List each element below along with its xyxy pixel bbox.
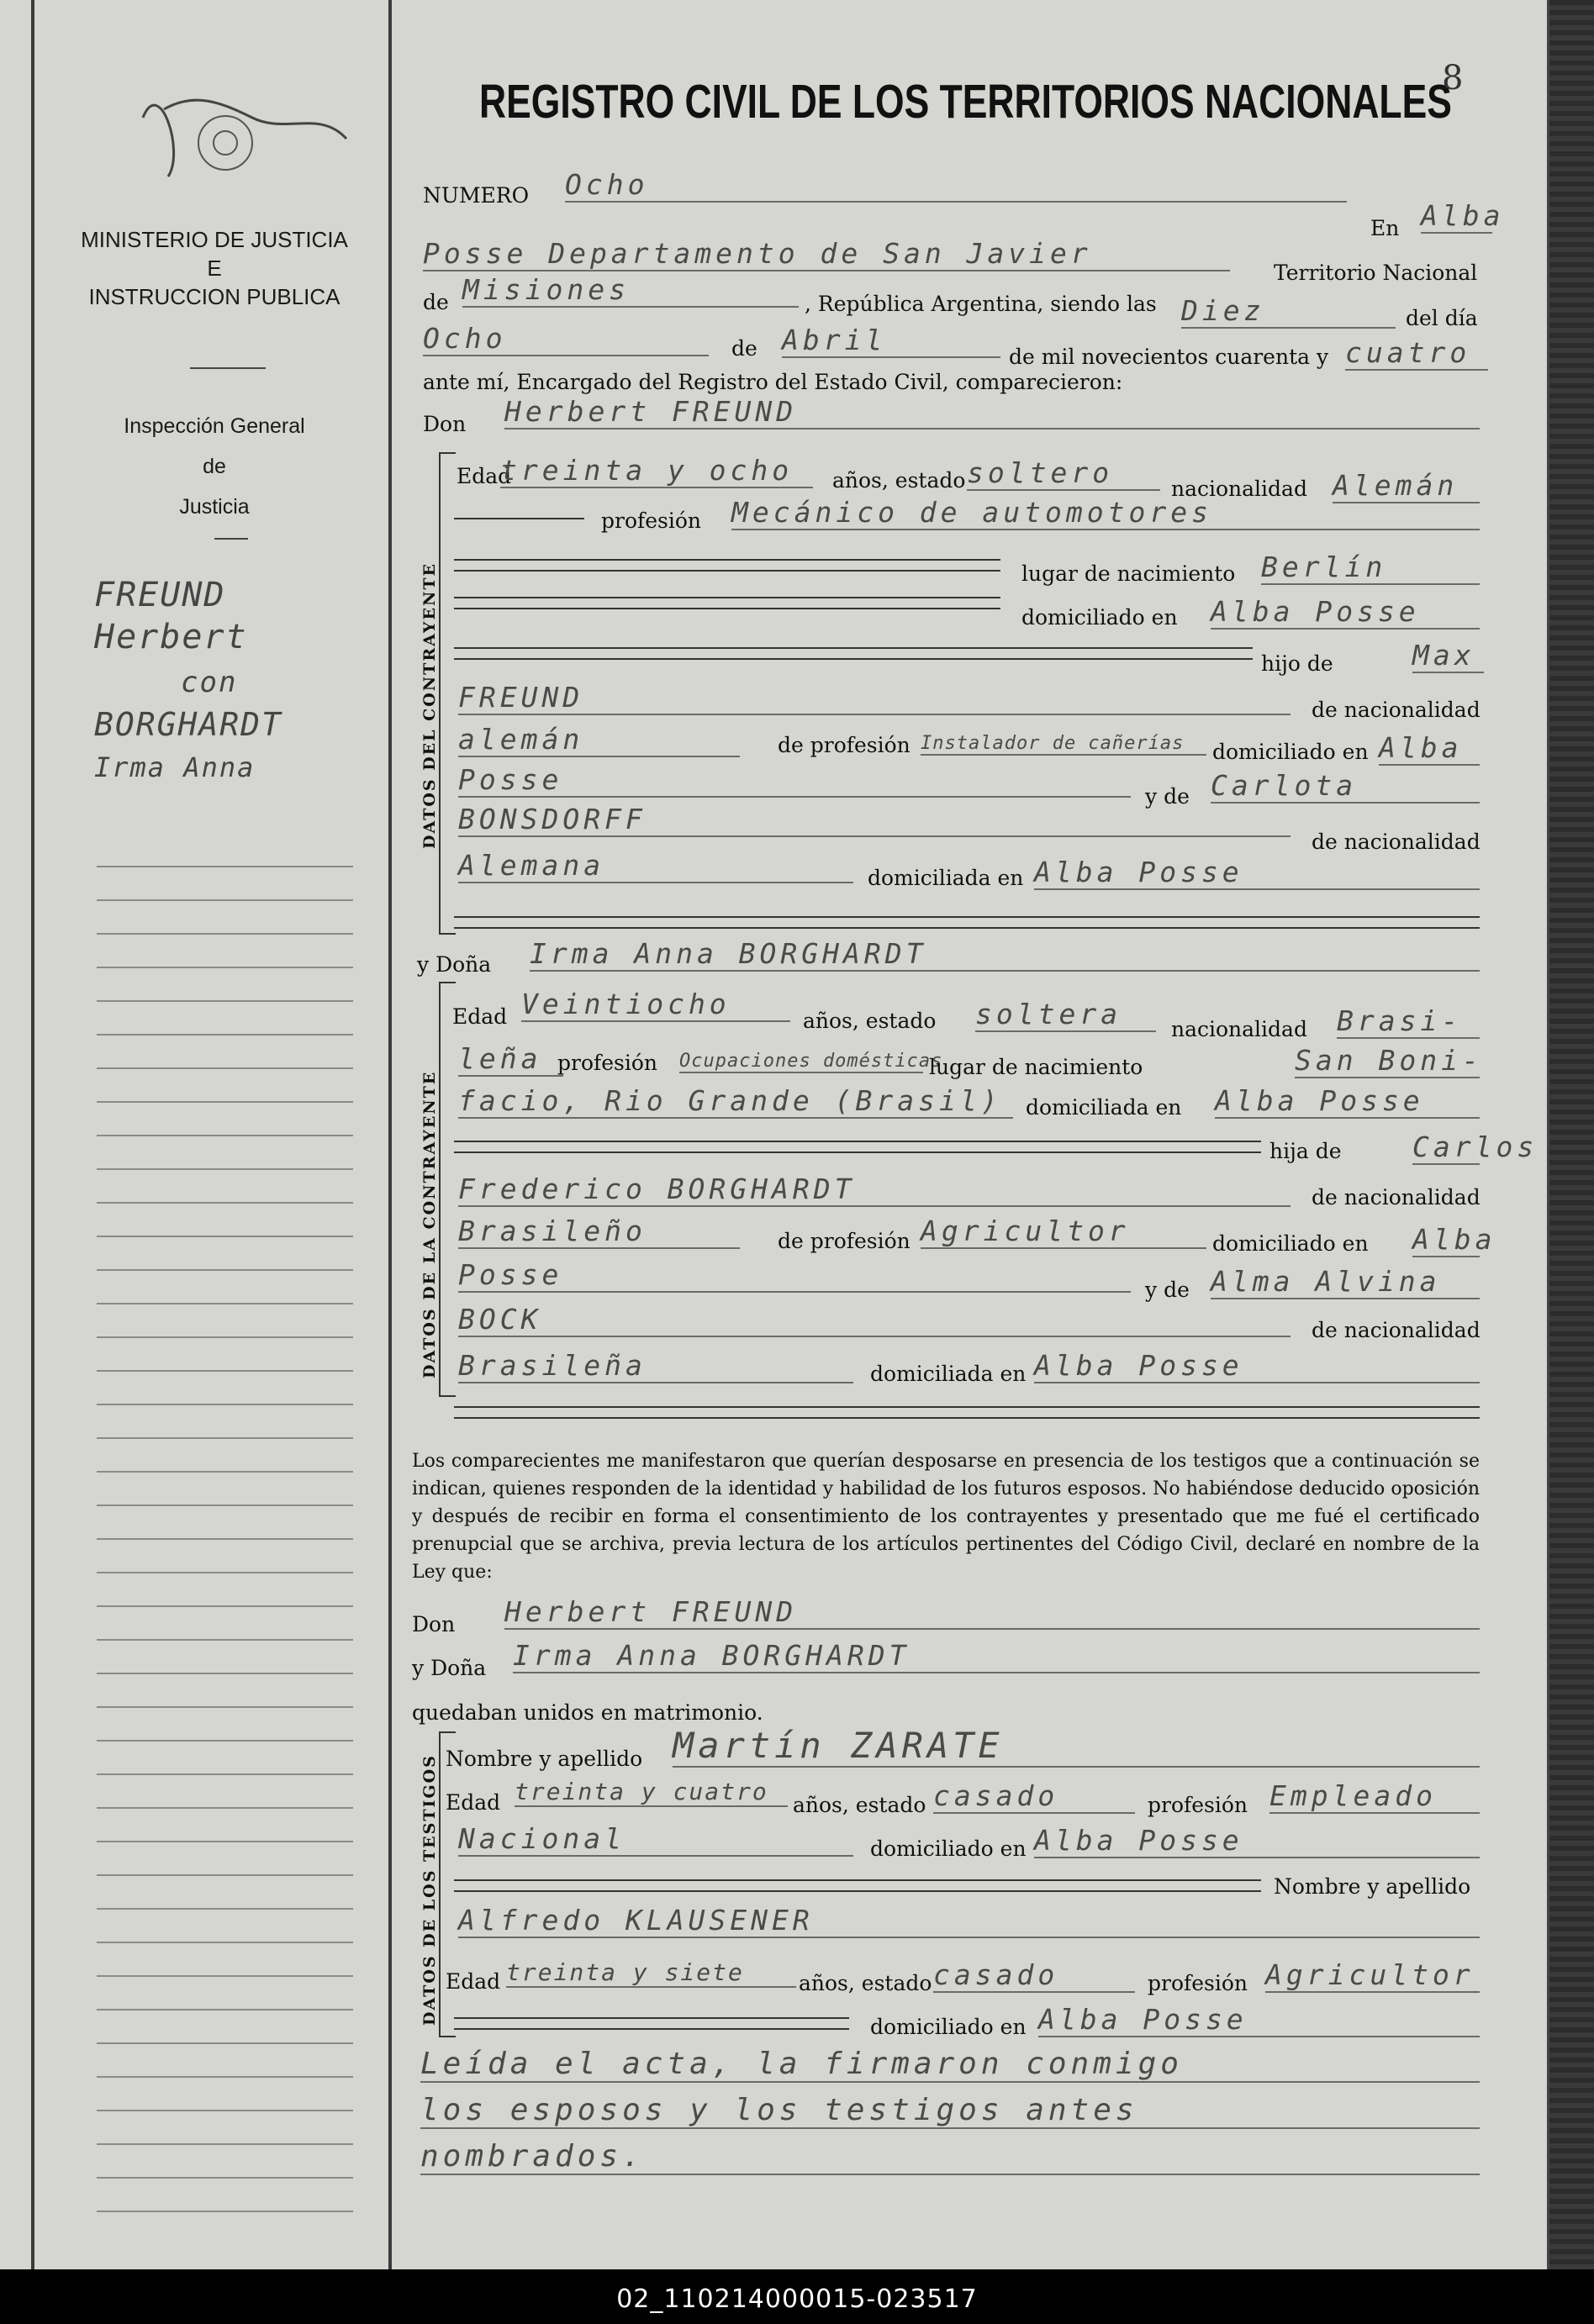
anos-estado-label: años, estado [799, 1971, 932, 1995]
witness1-age: treinta y cuatro [515, 1778, 788, 1807]
page-number: 8 [1442, 59, 1464, 97]
profesion-label: profesión [1148, 1971, 1248, 1995]
witness2-profession: Agricultor [1265, 1958, 1480, 1993]
witness-section-label: DATOS DE LOS TESTIGOS [420, 1754, 439, 2026]
witness1-profession-2: Nacional [458, 1822, 853, 1857]
rule [454, 1417, 1480, 1419]
anos-estado-label: años, estado [832, 468, 966, 493]
margin-con: con [181, 666, 238, 699]
document-title: REGISTRO CIVIL DE LOS TERRITORIOS NACIONALES [479, 75, 1452, 129]
groom-name: Herbert FREUND [504, 395, 1480, 429]
witness1-status: casado [933, 1779, 1135, 1814]
margin-groom-given: Herbert [94, 618, 248, 656]
ministry-line-1: MINISTERIO DE JUSTICIA [81, 227, 348, 252]
edad-label: Edad [446, 1790, 501, 1815]
witness1-profession-1: Empleado [1269, 1779, 1480, 1814]
town-part1: Alba [1421, 199, 1505, 232]
divider [190, 367, 266, 369]
anos-estado-label: años, estado [803, 1009, 937, 1033]
margin-rule [97, 1168, 353, 1170]
mother-given: Carlota [1211, 769, 1480, 804]
inspection-line-3: Justicia [179, 495, 250, 519]
bride-father-nationality: Brasileño [458, 1215, 740, 1249]
rule [454, 2028, 849, 2030]
margin-rule [97, 2009, 353, 2010]
groom-civil-status: soltero [967, 456, 1160, 491]
hija-de-label: hija de [1269, 1139, 1342, 1163]
ministry-name [59, 225, 370, 311]
inspection-name [59, 406, 370, 527]
groom-section-label: DATOS DEL CONTRAYENTE [420, 562, 439, 849]
closing-note-line-3: nombrados. [420, 2139, 1480, 2175]
bride-father-domicile-1: Alba [1412, 1223, 1496, 1256]
de-nacionalidad-label: de nacionalidad [1312, 830, 1481, 854]
rule [454, 1879, 1261, 1881]
bride-profession: Ocupaciones domésticas [679, 1051, 943, 1072]
rule [454, 2017, 849, 2019]
bride-birthplace-2: facio, Rio Grande (Brasil) [458, 1084, 1013, 1119]
town-department: Posse Departamento de San Javier [423, 237, 1230, 271]
margin-rule [97, 1101, 353, 1103]
numero-value: Ocho [565, 168, 1347, 203]
en-label: En [1370, 216, 1400, 240]
ministry-seal [126, 59, 353, 185]
numero-label: NUMERO [423, 183, 530, 208]
domiciliada-label: domiciliada en [1026, 1095, 1182, 1120]
margin-rule [97, 1135, 353, 1136]
witness2-status: casado [933, 1958, 1135, 1993]
divider [214, 538, 248, 540]
margin-rule [97, 1404, 353, 1405]
de-mil-label: de mil novecientos cuarenta y [1009, 345, 1329, 369]
bride-mother-given: Alma Alvina [1211, 1265, 1480, 1299]
de-nacionalidad-label: de nacionalidad [1312, 698, 1481, 722]
edad-label: Edad [452, 1004, 508, 1029]
margin-rule [97, 1067, 353, 1069]
bride-father-profession: Agricultor [921, 1215, 1206, 1249]
y-de-label: y de [1145, 1278, 1190, 1302]
rule [454, 608, 1000, 609]
margin-rule [97, 1639, 353, 1641]
margin-rule [97, 1773, 353, 1775]
de-label: de [423, 290, 449, 314]
bride-nationality-2: leña [458, 1042, 563, 1077]
don-label: Don [412, 1612, 456, 1636]
mother-surname: BONSDORFF [458, 803, 1291, 837]
rule [454, 597, 1000, 598]
margin-rule [97, 899, 353, 901]
margin-rule [97, 1303, 353, 1304]
lugar-nacimiento-label: lugar de nacimiento [929, 1055, 1143, 1079]
bride-father-surname: Frederico BORGHARDT [458, 1173, 1291, 1207]
bride-age: Veintiocho [521, 988, 790, 1022]
anos-estado-label: años, estado [793, 1793, 926, 1817]
father-domicile-1: Alba [1379, 731, 1480, 766]
margin-rule [97, 1000, 353, 1002]
margin-divider [388, 0, 392, 2269]
father-nationality: alemán [458, 723, 740, 757]
margin-rule [97, 1807, 353, 1809]
groom-profession: Mecánico de automotores [731, 496, 1480, 530]
margin-rule [97, 1740, 353, 1742]
domiciliado-en-label: domiciliado en [1212, 1231, 1369, 1256]
father-surname: FREUND [458, 681, 1291, 715]
witness2-name: Alfredo KLAUSENER [458, 1904, 1480, 1938]
republica-label: , República Argentina, siendo las [805, 292, 1157, 316]
margin-groom-surname: FREUND [94, 576, 226, 614]
closing-note-line-2: los esposos y los testigos antes [420, 2093, 1480, 2129]
bride-name: Irma Anna BORGHARDT [530, 937, 1480, 972]
margin-rule [97, 1336, 353, 1338]
declared-groom: Herbert FREUND [504, 1595, 1480, 1630]
rule [454, 518, 584, 519]
father-domicile-2: Posse [458, 763, 1131, 798]
domiciliado-label: domiciliado en [1021, 605, 1178, 630]
margin-rule [97, 1034, 353, 1036]
margin-rule [97, 2177, 353, 2179]
margin-rule [97, 1538, 353, 1540]
margin-rule [97, 1908, 353, 1910]
bride-father-given: Carlos [1412, 1130, 1539, 1163]
nombre-apellido-label: Nombre y apellido [1274, 1874, 1471, 1899]
rule [454, 927, 1480, 929]
margin-rule [97, 1874, 353, 1876]
rule [454, 647, 1253, 649]
rule [454, 1890, 1261, 1892]
edad-label: Edad [457, 464, 512, 488]
bride-civil-status: soltera [975, 998, 1156, 1032]
profesion-label: profesión [601, 509, 702, 533]
hijo-de-label: hijo de [1261, 651, 1333, 676]
y-dona-label: y Doña [417, 952, 492, 977]
mother-nationality: Alemana [458, 849, 853, 883]
margin-rule [97, 1942, 353, 1943]
bride-mother-surname: BOCK [458, 1303, 1291, 1337]
groom-domicile: Alba Posse [1211, 595, 1480, 630]
rule [454, 1151, 1261, 1153]
territorio-label: Territorio Nacional [1274, 261, 1478, 285]
witness1-name: Martín ZARATE [673, 1725, 1480, 1768]
closing-note-line-1: Leída el acta, la firmaron conmigo [420, 2047, 1480, 2083]
margin-rule [97, 933, 353, 935]
year-value: cuatro [1345, 336, 1488, 371]
domiciliada-en-label: domiciliada en [870, 1362, 1027, 1386]
profesion-label: profesión [557, 1051, 658, 1075]
ministry-line-3: INSTRUCCION PUBLICA [88, 284, 340, 309]
margin-rule [97, 1605, 353, 1607]
bride-father-domicile-2: Posse [458, 1258, 1131, 1293]
domiciliado-en-label: domiciliado en [870, 2015, 1027, 2039]
bride-mother-nationality: Brasileña [458, 1349, 853, 1383]
inspection-line-1: Inspección General [124, 414, 305, 438]
rule [454, 559, 1000, 561]
bride-mother-domicile: Alba Posse [1034, 1349, 1480, 1383]
inspection-line-2: de [203, 455, 226, 478]
margin-rule [97, 1236, 353, 1237]
de-nacionalidad-label: de nacionalidad [1312, 1318, 1481, 1342]
bride-domicile: Alba Posse [1215, 1084, 1480, 1119]
margin-bride-surname: BORGHARDT [94, 706, 282, 743]
margin-rule [97, 1437, 353, 1439]
seal-signature-icon [126, 59, 353, 185]
nacionalidad-label: nacionalidad [1171, 1017, 1307, 1041]
y-de-label: y de [1145, 784, 1190, 809]
father-profession: Instalador de cañerías [921, 733, 1206, 756]
unidos-label: quedaban unidos en matrimonio. [412, 1700, 763, 1725]
margin-rule [97, 2042, 353, 2044]
margin-rule [97, 2143, 353, 2145]
declared-bride: Irma Anna BORGHARDT [513, 1639, 1480, 1673]
scan-image-id: 02_110214000015-023517 [616, 2284, 978, 2314]
domiciliado-en-label: domiciliado en [1212, 740, 1369, 764]
mother-domicile: Alba Posse [1034, 856, 1480, 890]
margin-rule [97, 1370, 353, 1372]
rule [454, 1406, 1480, 1408]
margin-rule [97, 1572, 353, 1573]
margin-rule [97, 1269, 353, 1271]
domiciliada-en-label: domiciliada en [868, 866, 1024, 890]
margin-bride-given: Irma Anna [94, 751, 256, 783]
del-dia-label: del día [1406, 306, 1478, 330]
book-binding [1549, 0, 1594, 2269]
rule [454, 658, 1253, 660]
father-given: Max [1412, 639, 1484, 673]
de-mes-label: de [731, 336, 757, 361]
margin-rule [97, 1975, 353, 1977]
margin-rule [97, 1202, 353, 1204]
margin-rule [97, 1471, 353, 1473]
lugar-nacimiento-label: lugar de nacimiento [1021, 561, 1236, 586]
de-profesion-label: de profesión [778, 1229, 910, 1253]
de-profesion-label: de profesión [778, 733, 910, 757]
bride-nationality-1: Brasi- [1337, 1004, 1480, 1039]
rule [454, 916, 1480, 918]
nacionalidad-label: nacionalidad [1171, 477, 1307, 501]
profesion-label: profesión [1148, 1793, 1248, 1817]
bride-section-label: DATOS DE LA CONTRAYENTE [420, 1070, 439, 1378]
margin-rule [97, 2110, 353, 2111]
bride-birthplace-1: San Boni- [1295, 1044, 1483, 1077]
rule [454, 1141, 1261, 1142]
margin-rule [97, 1505, 353, 1506]
witness2-age: treinta y siete [506, 1958, 796, 1988]
margin-rule [97, 2211, 353, 2212]
declaration-text: Los comparecientes me manifestaron que querían desposarse en presencia de los testigos que a continuación se indican, quienes responden de la identidad y habilidad de los futuros esposos. No habiéndose deducido oposición y después de recibir en forma el consentimiento de los contrayentes y presentado que me fué el certificado prenupcial que se archiva, previa lectura de los artículos pertinentes del Código Civil, declaré en nombre de la Ley que: [412, 1451, 1480, 1583]
groom-birthplace: Berlín [1261, 551, 1480, 585]
day-value: Ocho [423, 322, 709, 356]
witness2-domicile: Alba Posse [1038, 2003, 1480, 2037]
domiciliado-en-label: domiciliado en [870, 1837, 1027, 1861]
margin-rule [97, 967, 353, 968]
don-label: Don [423, 412, 467, 436]
rule [454, 570, 1000, 572]
groom-age: treinta y ocho [500, 454, 813, 488]
witness1-domicile: Alba Posse [1034, 1824, 1480, 1858]
month-value: Abril [782, 324, 1000, 358]
hour-value: Diez [1181, 294, 1396, 329]
nombre-apellido-label: Nombre y apellido [446, 1747, 643, 1771]
bride-bracket [439, 982, 456, 1397]
ante-mi-label: ante mí, Encargado del Registro del Estado Civil, comparecieron: [423, 370, 1123, 394]
territory-value: Misiones [462, 273, 799, 308]
margin-rule [97, 866, 353, 867]
margin-rule [97, 2076, 353, 2078]
page-edge-line [31, 0, 34, 2269]
margin-rule [97, 1841, 353, 1842]
groom-bracket [439, 452, 456, 935]
margin-rule [97, 1706, 353, 1708]
y-dona-label: y Doña [412, 1656, 487, 1680]
edad-label: Edad [446, 1969, 501, 1994]
de-nacionalidad-label: de nacionalidad [1312, 1185, 1481, 1209]
groom-nationality: Alemán [1333, 469, 1480, 503]
margin-rule [97, 1673, 353, 1674]
ministry-line-2: E [207, 256, 222, 281]
